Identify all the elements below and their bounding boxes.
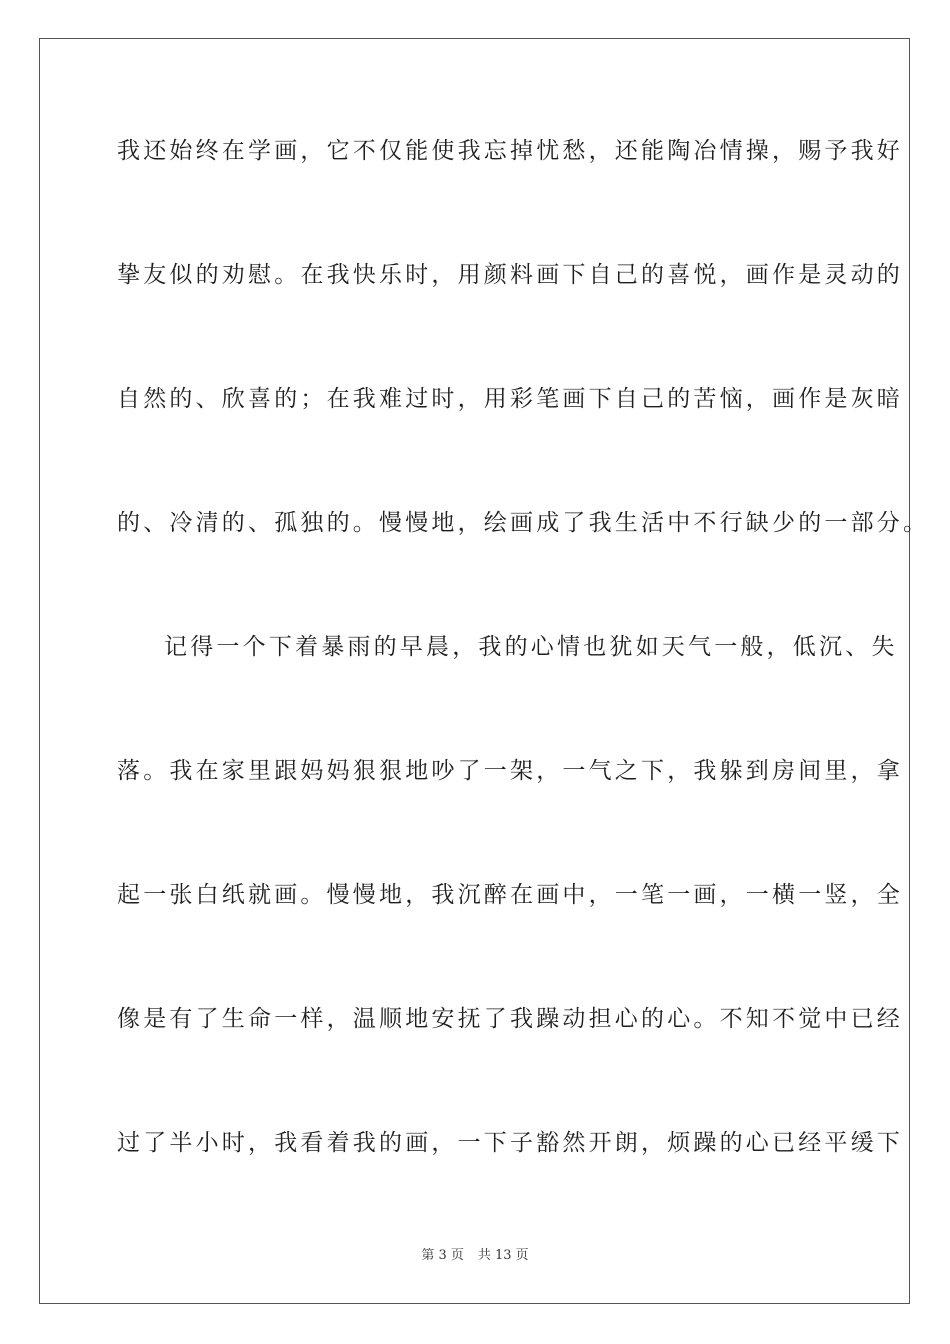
page-footer [0,1247,950,1265]
paragraph-first-line: 记得一个下着暴雨的早晨，我的心情也犹如天气一般，低沉、失 [164,634,898,660]
text-line: 过了半小时，我看着我的画，一下子豁然开朗，烦躁的心已经平缓下 [117,1130,903,1156]
page-border [39,38,930,1304]
text-line: 起一张白纸就画。慢慢地，我沉醉在画中，一笔一画，一横一竖，全 [117,882,903,908]
page-number: 第 3 页 [421,1248,464,1263]
text-line: 落。我在家里跟妈妈狠狠地吵了一架，一气之下，我躲到房间里，拿 [117,758,903,784]
text-line: 像是有了生命一样，温顺地安抚了我躁动担心的心。不知不觉中已经 [117,1006,903,1032]
page-total: 共 13 页 [477,1248,529,1263]
text-line: 我还始终在学画，它不仅能使我忘掉忧愁，还能陶冶情操，赐予我好 [117,138,903,164]
text-line: 自然的、欣喜的；在我难过时，用彩笔画下自己的苦恼，画作是灰暗 [117,386,903,412]
text-line: 的、冷清的、孤独的。慢慢地，绘画成了我生活中不行缺少的一部分。 [117,510,930,536]
text-line: 挚友似的劝慰。在我快乐时，用颜料画下自己的喜悦，画作是灵动的 [117,262,903,288]
